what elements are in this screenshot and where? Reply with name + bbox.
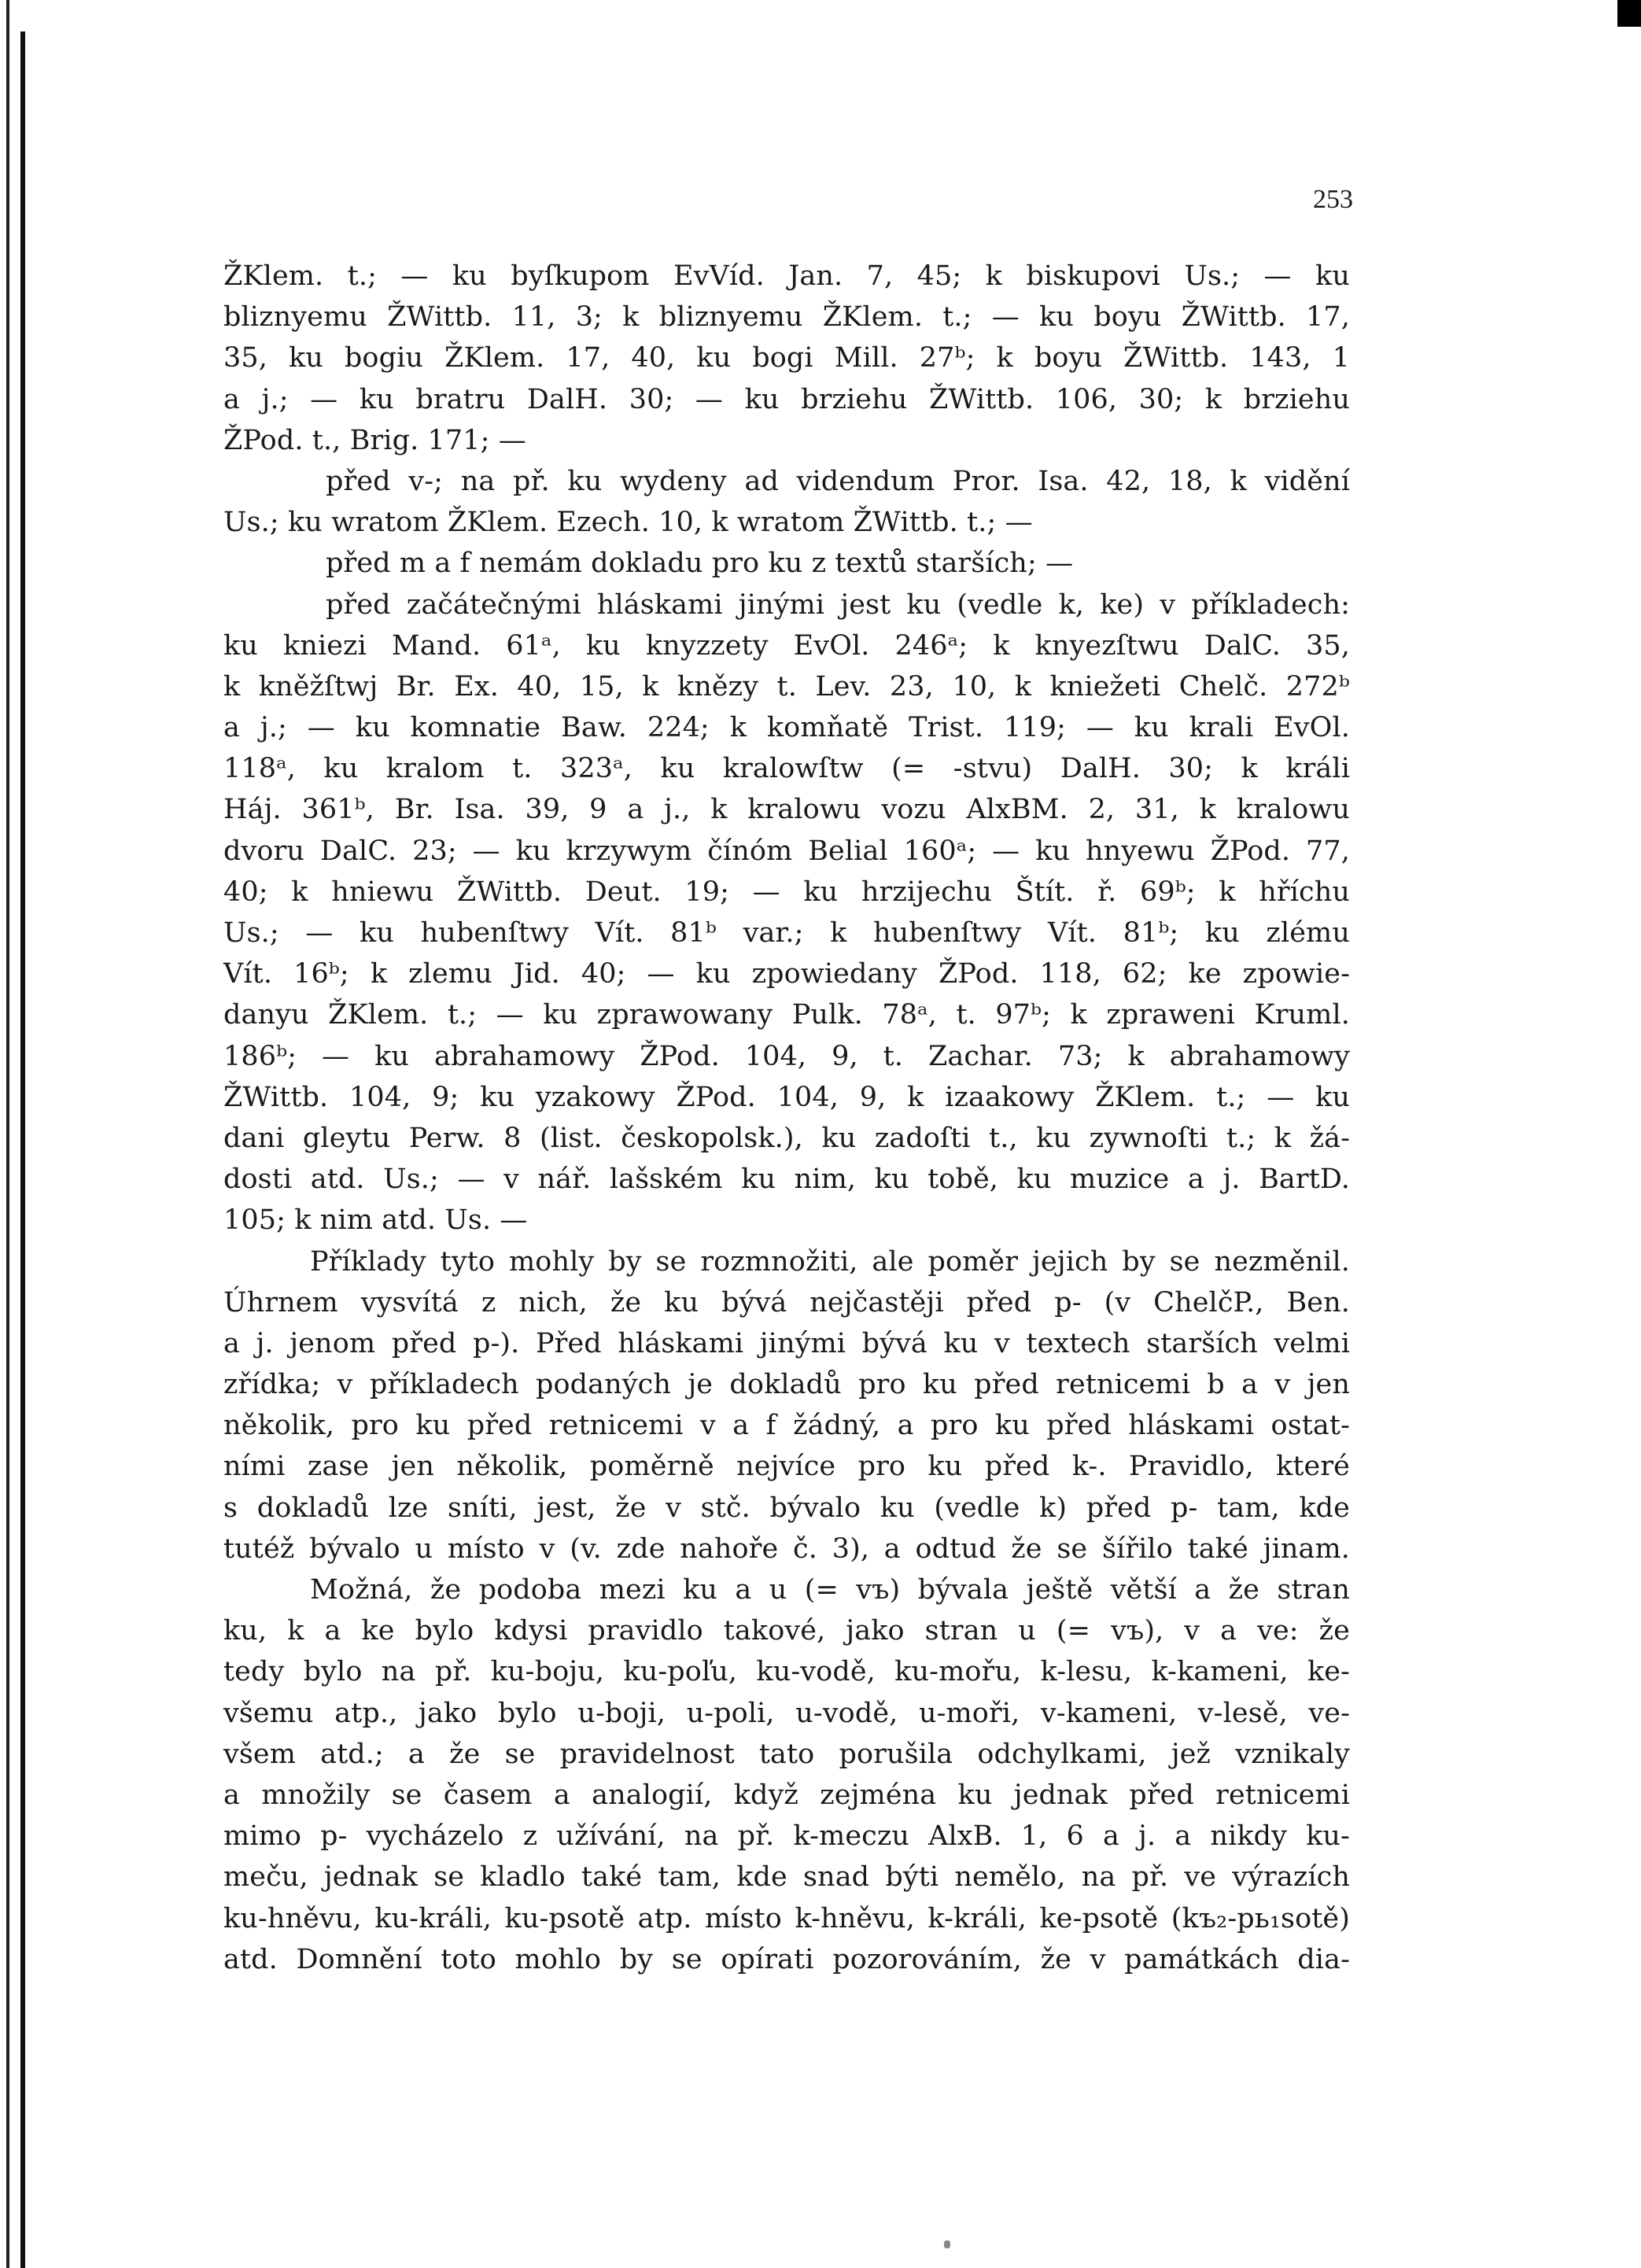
text-line: dvoru DalC. 23; — ku krzywym čínóm Belial 160ᵃ; — ku hnyewu ŽPod. 77, [223, 835, 1350, 867]
text-line: zřídka; v příkladech podaných je dokladů pro ku před retnicemi b a v jen [223, 1369, 1350, 1401]
text-line: 186ᵇ; — ku abrahamowy ŽPod. 104, 9, t. Zachar. 73; k abrahamowy [223, 1040, 1350, 1072]
text-line: bliznyemu ŽWittb. 11, 3; k bliznyemu ŽKlem. t.; — ku boyu ŽWittb. 17, [223, 301, 1350, 334]
text-line: 105; k nim atd. Us. — [223, 1204, 528, 1237]
text-line: před m a f nemám dokladu pro ku z textů starších; — [326, 548, 1074, 580]
text-line: 40; k hniewu ŽWittb. Deut. 19; — ku hrzijechu Štít. ř. 69ᵇ; k hříchu [223, 876, 1350, 908]
text-line: dosti atd. Us.; — v nář. lašském ku nim, ku tobě, ku muzice a j. BartD. [223, 1164, 1350, 1196]
text-line: ŽKlem. t.; — ku byſkupom EvVíd. Jan. 7, 45; k biskupovi Us.; — ku [223, 260, 1350, 292]
text-line: před v-; na př. ku wydeny ad videndum Pror. Isa. 42, 18, k vidění [326, 465, 1350, 497]
text-line: Úhrnem vysvítá z nich, že ku bývá nejčastěji před p- (v ChelčP., Ben. [223, 1286, 1350, 1318]
scan-speck [944, 2240, 950, 2248]
text-line: a množily se časem a analogií, když zejména ku jednak před retnicemi [223, 1779, 1350, 1811]
text-line: a j.; — ku bratru DalH. 30; — ku brziehu ŽWittb. 106, 30; k brziehu [223, 383, 1350, 415]
text-line: s dokladů lze sníti, jest, že v stč. bývalo ku (vedle k) před p- tam, kde [223, 1492, 1350, 1524]
text-line: několik, pro ku před retnicemi v a f žádný, a pro ku před hláskami ostat- [223, 1410, 1350, 1442]
text-line: Vít. 16ᵇ; k zlemu Jid. 40; — ku zpowiedany ŽPod. 118, 62; ke zpowie- [223, 958, 1350, 990]
text-line: ními zase jen několik, poměrně nejvíce pro ku před k-. Pravidlo, které [223, 1451, 1350, 1483]
text-line: ku-hněvu, ku-králi, ku-psotě atp. místo k-hněvu, k-králi, ke-psotě (kъ₂-pь₁sotě) [223, 1902, 1350, 1934]
page-edge-inner [20, 31, 25, 2268]
text-line: všemu atp., jako bylo u-boji, u-poli, u-vodě, u-moři, v-kameni, v-lesě, ve- [223, 1697, 1350, 1729]
text-line: a j.; — ku komnatie Baw. 224; k komňatě Trist. 119; — ku krali EvOl. [223, 712, 1350, 744]
text-line: ŽPod. t., Brig. 171; — [223, 424, 526, 456]
text-line: mimo p- vycházelo z užívání, na př. k-meczu AlxB. 1, 6 a j. a nikdy ku- [223, 1820, 1350, 1853]
text-line: všem atd.; a že se pravidelnost tato porušila odchylkami, jež vznikaly [223, 1738, 1350, 1770]
text-line: a j. jenom před p-). Před hláskami jinými bývá ku v textech starších velmi [223, 1327, 1350, 1359]
text-line: ŽWittb. 104, 9; ku yzakowy ŽPod. 104, 9, k izaakowy ŽKlem. t.; — ku [223, 1081, 1350, 1113]
text-line: atd. Domnění toto mohlo by se opírati pozorováním, že v památkách dia- [223, 1943, 1350, 1975]
text-line: Příklady tyto mohly by se rozmnožiti, ale poměr jejich by se nezměnil. [310, 1245, 1350, 1278]
text-line: Možná, že podoba mezi ku a u (= vъ) bývala ještě větší a že stran [310, 1574, 1350, 1606]
text-line: dani gleytu Perw. 8 (list. českopolsk.), ku zadoſti t., ku zywnoſti t.; k žá- [223, 1122, 1350, 1154]
text-line: ku, k a ke bylo kdysi pravidlo takové, jako stran u (= vъ), v a ve: že [223, 1615, 1350, 1647]
page-edge-outer [6, 0, 9, 2268]
body-text [223, 256, 1350, 1980]
text-line: Us.; — ku hubenſtwy Vít. 81ᵇ var.; k hubenſtwy Vít. 81ᵇ; ku zlému [223, 917, 1350, 949]
corner-mark [1617, 0, 1641, 27]
text-line: Us.; ku wratom ŽKlem. Ezech. 10, k wratom ŽWittb. t.; — [223, 507, 1033, 539]
page-number: 253 [1313, 185, 1353, 214]
text-line: ku kniezi Mand. 61ᵃ, ku knyzzety EvOl. 246ᵃ; k knyezſtwu DalC. 35, [223, 629, 1350, 662]
text-line: meču, jednak se kladlo také tam, kde snad býti nemělo, na př. ve výrazích [223, 1861, 1350, 1894]
text-line: danyu ŽKlem. t.; — ku zprawowany Pulk. 78ᵃ, t. 97ᵇ; k zpraweni Kruml. [223, 999, 1350, 1031]
text-line: tedy bylo na př. ku-boju, ku-poľu, ku-vodě, ku-mořu, k-lesu, k-kameni, ke- [223, 1656, 1350, 1688]
text-line: 118ᵃ, ku kralom t. 323ᵃ, ku kralowſtw (= -stvu) DalH. 30; k králi [223, 753, 1350, 785]
text-line: před začátečnými hláskami jinými jest ku (vedle k, ke) v příkladech: [326, 588, 1350, 621]
text-line: k kněžſtwj Br. Ex. 40, 15, k knězy t. Lev. 23, 10, k kniežeti Chelč. 272ᵇ [223, 670, 1350, 703]
text-line: tutéž bývalo u místo v (v. zde nahoře č. 3), a odtud že se šířilo také jinam. [223, 1532, 1350, 1565]
text-line: 35, ku bogiu ŽKlem. 17, 40, ku bogi Mill. 27ᵇ; k boyu ŽWittb. 143, 1 [223, 342, 1350, 374]
text-line: Háj. 361ᵇ, Br. Isa. 39, 9 a j., k kralowu vozu AlxBM. 2, 31, k kralowu [223, 794, 1350, 826]
